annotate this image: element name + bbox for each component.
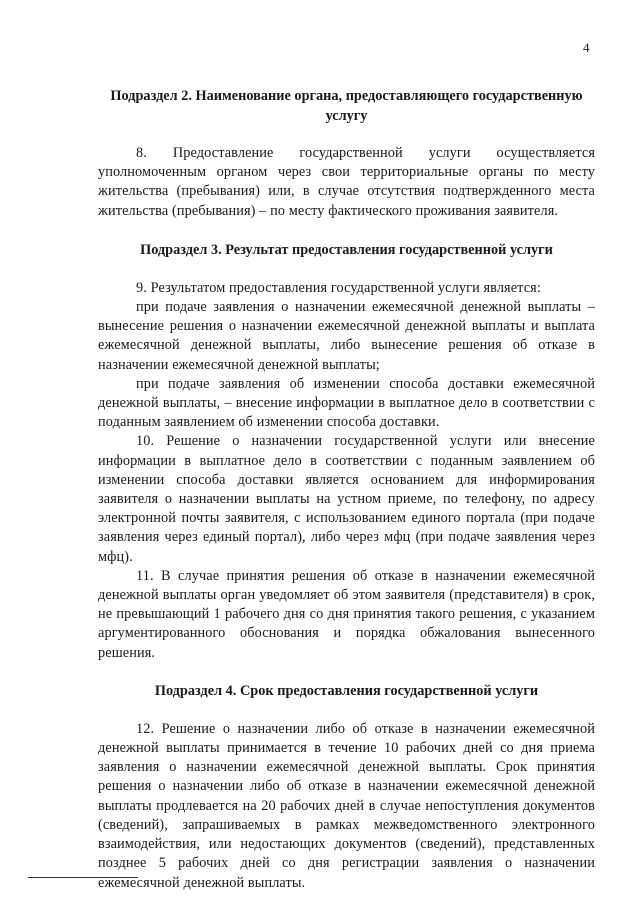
- page-number: 4: [583, 40, 590, 55]
- section-body-3: [98, 279, 595, 663]
- section-heading-4: Подраздел 4. Срок предоставления государственной услуги: [154, 682, 539, 699]
- paragraph-11: 11. В случае принятия решения об отказе в назначении ежемесячной денежной выплаты орган уведомляет об этом заявителя (представителя) в срок, не превышающий 1 рабочего дня со дня принятия такого решения, с указанием аргументированного обоснования и порядка обжалования вынесенного решения.: [98, 567, 595, 661]
- paragraph-9-item-2: при подаче заявления об изменении способа доставки ежемесячной денежной выплаты, – внесение информации в выплатное дело в соответствии с поданным заявлением об изменении способа доставки.: [98, 375, 595, 431]
- paragraph-10: 10. Решение о назначении государственной услуги или внесение информации в выплатное дело в соответствии с поданным заявлением об изменении способа доставки является основанием для информирования заявителя о назначении выплаты на устном приеме, по телефону, по адресу электронной почты заявителя, с использованием единого портала (при подаче заявления через единый портал), либо через мфц (при подаче заявления через мфц).: [98, 433, 595, 565]
- section-body-4: [98, 720, 595, 893]
- section-heading-3: Подраздел 3. Результат предоставления государственной услуги: [140, 241, 553, 258]
- section-body-2: [98, 144, 595, 221]
- document-body: [98, 86, 595, 893]
- paragraph-8: 8. Предоставление государственной услуги осуществляется уполномоченным органом через свои территориальные органы по месту жительства (пребывания) или, в случае отсутствия подтвержденного места жительства (пребывания) – по месту фактического проживания заявителя.: [98, 145, 595, 219]
- section-heading-2: Подраздел 2. Наименование органа, предоставляющего государственную услугу: [110, 88, 583, 124]
- paragraph-9: 9. Результатом предоставления государственной услуги является:: [136, 279, 541, 296]
- paragraph-9-item-1: при подаче заявления о назначении ежемесячной денежной выплаты – вынесение решения о назначении ежемесячной денежной выплаты и выплата ежемесячной денежной выплаты, либо вынесение решения об отказе в назначении ежемесячной денежной выплаты;: [98, 299, 595, 373]
- paragraph-12: 12. Решение о назначении либо об отказе в назначении ежемесячной денежной выплаты принимается в течение 10 рабочих дней со дня приема заявления о назначении ежемесячной денежной выплаты. Срок принятия решения о назначении либо об отказе в назначении ежемесячной денежной выплаты продлевается на 20 рабочих дней в случае непоступления документов (сведений), запрашиваемых в рамках межведомственного электронного взаимодействия, или недостающих документов (сведений), представленных позднее 5 рабочих дней со дня регистрации заявления о назначении ежемесячной денежной выплаты.: [98, 720, 595, 891]
- footnote-separator: [28, 877, 138, 878]
